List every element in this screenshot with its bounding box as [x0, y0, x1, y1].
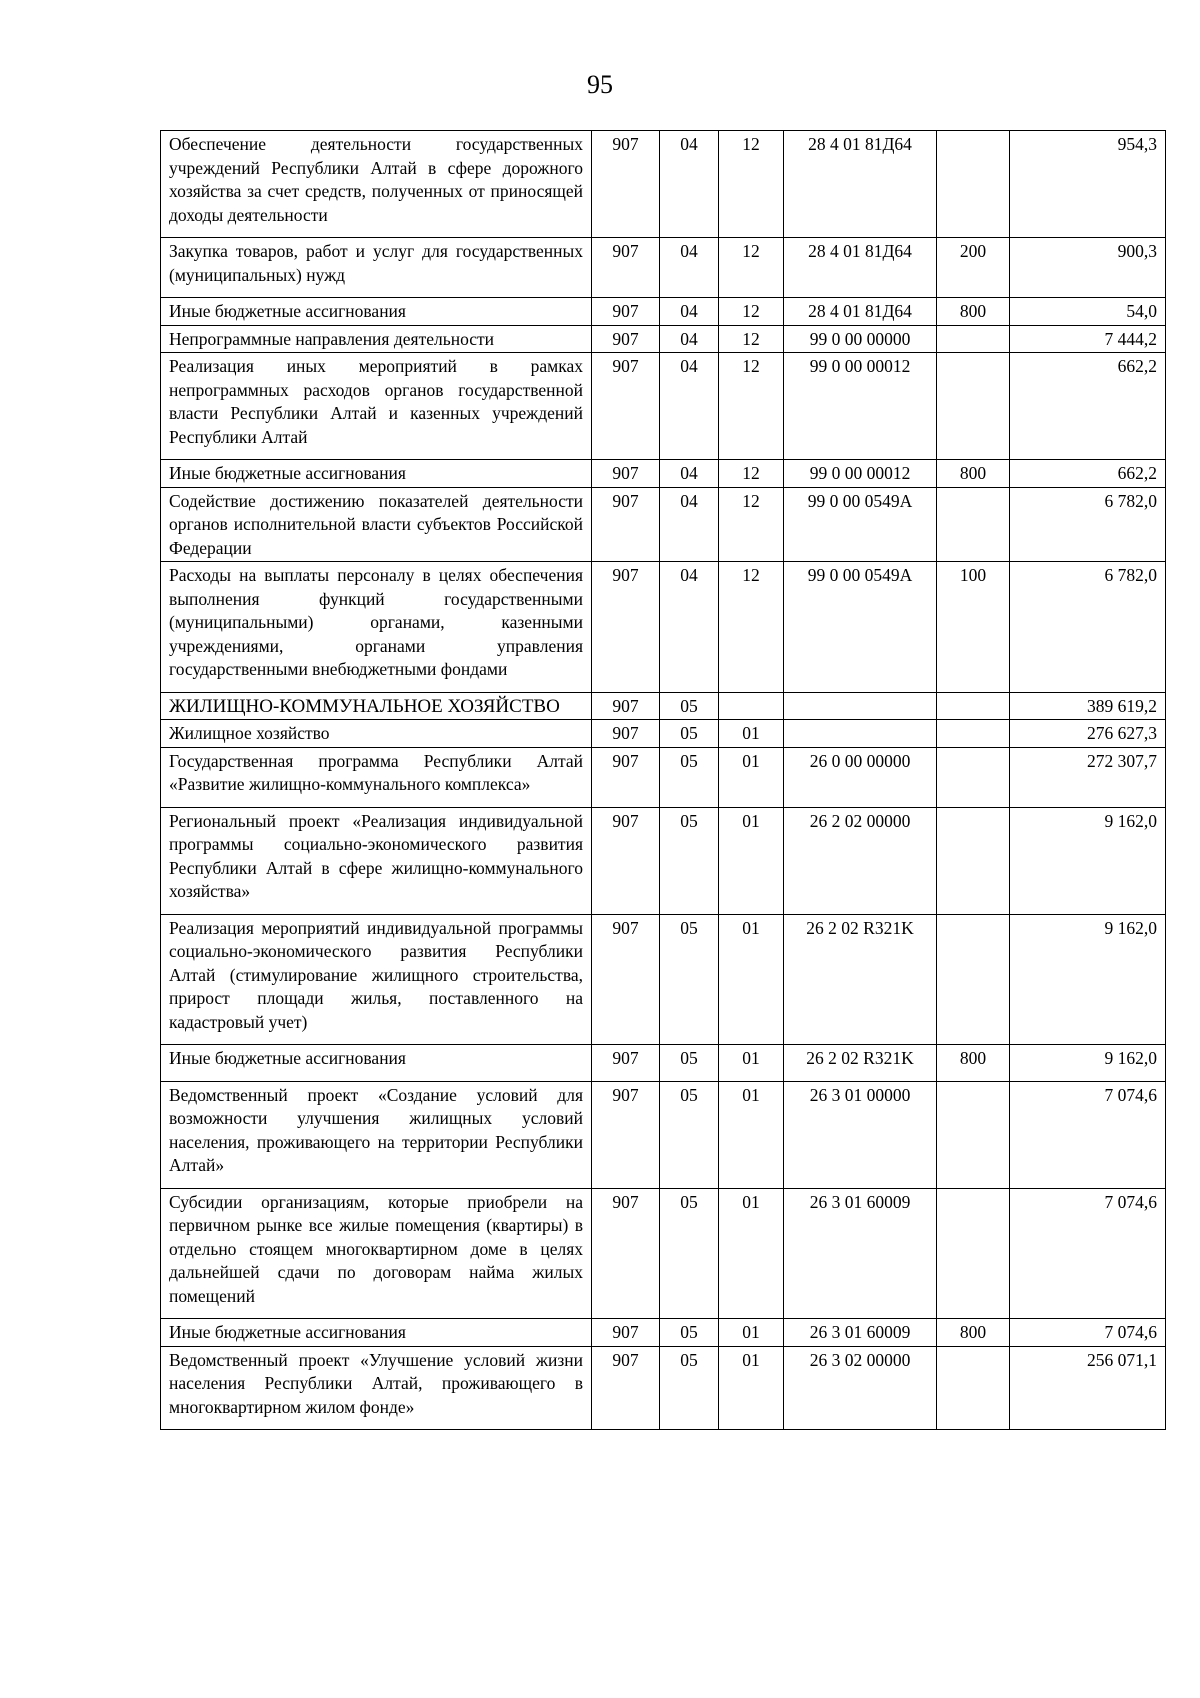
subsection-code: 12 — [719, 131, 784, 238]
expense-type-code — [937, 807, 1010, 914]
section-code: 05 — [660, 1081, 719, 1188]
target-article-code: 26 3 01 60009 — [784, 1188, 937, 1319]
table-row — [161, 1045, 1166, 1082]
section-code: 04 — [660, 238, 719, 298]
table-row — [161, 460, 1166, 488]
amount: 389 619,2 — [1010, 692, 1166, 720]
amount: 9 162,0 — [1010, 914, 1166, 1045]
section-code: 05 — [660, 914, 719, 1045]
table-row — [161, 1319, 1166, 1347]
subsection-code: 12 — [719, 487, 784, 562]
subsection-code: 01 — [719, 1081, 784, 1188]
grbs-code: 907 — [592, 1188, 660, 1319]
item-name: Ведомственный проект «Улучшение условий жизни населения Республики Алтай, проживающего в многоквартирном жилом фонде» — [161, 1346, 592, 1430]
page-number: 95 — [587, 70, 613, 99]
amount: 662,2 — [1010, 353, 1166, 460]
item-name: Жилищное хозяйство — [161, 720, 592, 748]
subsection-code: 12 — [719, 325, 784, 353]
subsection-code: 12 — [719, 353, 784, 460]
item-name: Иные бюджетные ассигнования — [161, 1319, 592, 1347]
target-article-code: 26 0 00 00000 — [784, 747, 937, 807]
amount: 662,2 — [1010, 460, 1166, 488]
amount: 272 307,7 — [1010, 747, 1166, 807]
table-row — [161, 353, 1166, 460]
expense-type-code — [937, 131, 1010, 238]
table-row — [161, 131, 1166, 238]
expense-type-code — [937, 325, 1010, 353]
grbs-code: 907 — [592, 720, 660, 748]
grbs-code: 907 — [592, 914, 660, 1045]
section-code: 05 — [660, 720, 719, 748]
table-row — [161, 747, 1166, 807]
target-article-code: 26 3 01 60009 — [784, 1319, 937, 1347]
item-name: Иные бюджетные ассигнования — [161, 298, 592, 326]
target-article-code: 28 4 01 81Д64 — [784, 238, 937, 298]
subsection-code: 01 — [719, 807, 784, 914]
table-row — [161, 720, 1166, 748]
target-article-code: 99 0 00 00012 — [784, 460, 937, 488]
subsection-code: 01 — [719, 1346, 784, 1430]
target-article-code: 28 4 01 81Д64 — [784, 298, 937, 326]
grbs-code: 907 — [592, 298, 660, 326]
section-code: 04 — [660, 298, 719, 326]
subsection-code: 12 — [719, 298, 784, 326]
item-name: ЖИЛИЩНО-КОММУНАЛЬНОЕ ХОЗЯЙСТВО — [161, 692, 592, 720]
grbs-code: 907 — [592, 238, 660, 298]
section-code: 05 — [660, 807, 719, 914]
grbs-code: 907 — [592, 807, 660, 914]
grbs-code: 907 — [592, 460, 660, 488]
grbs-code: 907 — [592, 562, 660, 693]
amount: 7 074,6 — [1010, 1319, 1166, 1347]
grbs-code: 907 — [592, 487, 660, 562]
target-article-code — [784, 692, 937, 720]
subsection-code: 01 — [719, 1319, 784, 1347]
section-code: 04 — [660, 460, 719, 488]
section-code: 05 — [660, 1045, 719, 1082]
item-name: Региональный проект «Реализация индивидуальной программы социально-экономического развития Республики Алтай в сфере жилищно-коммунального хозяйства» — [161, 807, 592, 914]
amount: 9 162,0 — [1010, 807, 1166, 914]
section-code: 05 — [660, 1346, 719, 1430]
amount: 954,3 — [1010, 131, 1166, 238]
target-article-code: 26 2 02 00000 — [784, 807, 937, 914]
amount: 900,3 — [1010, 238, 1166, 298]
grbs-code: 907 — [592, 131, 660, 238]
expense-type-code — [937, 487, 1010, 562]
grbs-code: 907 — [592, 692, 660, 720]
grbs-code: 907 — [592, 1045, 660, 1082]
section-code: 05 — [660, 692, 719, 720]
subsection-code: 01 — [719, 720, 784, 748]
table-row — [161, 1188, 1166, 1319]
budget-table-body — [161, 131, 1166, 1430]
table-row — [161, 1081, 1166, 1188]
item-name: Государственная программа Республики Алтай «Развитие жилищно-коммунального комплекса» — [161, 747, 592, 807]
section-code: 05 — [660, 747, 719, 807]
item-name: Реализация иных мероприятий в рамках непрограммных расходов органов государственной власти Республики Алтай и казенных учреждений Республики Алтай — [161, 353, 592, 460]
subsection-code — [719, 692, 784, 720]
expense-type-code — [937, 1081, 1010, 1188]
item-name: Обеспечение деятельности государственных учреждений Республики Алтай в сфере дорожного хозяйства за счет средств, полученных от приносящей доходы деятельности — [161, 131, 592, 238]
grbs-code: 907 — [592, 1346, 660, 1430]
section-code: 05 — [660, 1319, 719, 1347]
grbs-code: 907 — [592, 1319, 660, 1347]
amount: 256 071,1 — [1010, 1346, 1166, 1430]
section-code: 04 — [660, 487, 719, 562]
item-name: Иные бюджетные ассигнования — [161, 460, 592, 488]
item-name: Ведомственный проект «Создание условий для возможности улучшения жилищных условий населения, проживающего на территории Республики Алтай» — [161, 1081, 592, 1188]
table-row — [161, 1346, 1166, 1430]
expense-type-code: 800 — [937, 298, 1010, 326]
amount: 7 074,6 — [1010, 1188, 1166, 1319]
item-name: Расходы на выплаты персоналу в целях обеспечения выполнения функций государственными (муниципальными) органами, казенными учреждениями, органами управления государственными внебюджетными фондами — [161, 562, 592, 693]
table-row — [161, 487, 1166, 562]
grbs-code: 907 — [592, 1081, 660, 1188]
target-article-code: 26 2 02 R321K — [784, 1045, 937, 1082]
grbs-code: 907 — [592, 353, 660, 460]
expense-type-code: 100 — [937, 562, 1010, 693]
table-row — [161, 914, 1166, 1045]
amount: 6 782,0 — [1010, 487, 1166, 562]
table-row — [161, 807, 1166, 914]
amount: 276 627,3 — [1010, 720, 1166, 748]
subsection-code: 01 — [719, 1188, 784, 1319]
section-code: 05 — [660, 1188, 719, 1319]
amount: 6 782,0 — [1010, 562, 1166, 693]
target-article-code: 99 0 00 0549А — [784, 487, 937, 562]
subsection-code: 01 — [719, 914, 784, 1045]
subsection-code: 12 — [719, 562, 784, 693]
grbs-code: 907 — [592, 325, 660, 353]
subsection-code: 01 — [719, 747, 784, 807]
target-article-code: 26 3 01 00000 — [784, 1081, 937, 1188]
item-name: Иные бюджетные ассигнования — [161, 1045, 592, 1082]
target-article-code: 26 2 02 R321K — [784, 914, 937, 1045]
amount: 54,0 — [1010, 298, 1166, 326]
expense-type-code — [937, 353, 1010, 460]
table-row — [161, 238, 1166, 298]
expense-type-code — [937, 1346, 1010, 1430]
target-article-code: 99 0 00 00000 — [784, 325, 937, 353]
section-code: 04 — [660, 131, 719, 238]
item-name: Реализация мероприятий индивидуальной программы социально-экономического развития Республики Алтай (стимулирование жилищного строительства, прирост площади жилья, поставленного на кадастровый учет) — [161, 914, 592, 1045]
subsection-code: 01 — [719, 1045, 784, 1082]
target-article-code: 28 4 01 81Д64 — [784, 131, 937, 238]
target-article-code: 99 0 00 00012 — [784, 353, 937, 460]
item-name: Субсидии организациям, которые приобрели на первичном рынке все жилые помещения (квартиры) в отдельно стоящем многоквартирном доме в целях дальнейшей сдачи по договорам найма жилых помещений — [161, 1188, 592, 1319]
expense-type-code — [937, 914, 1010, 1045]
target-article-code — [784, 720, 937, 748]
amount: 7 074,6 — [1010, 1081, 1166, 1188]
expense-type-code: 200 — [937, 238, 1010, 298]
expense-type-code: 800 — [937, 460, 1010, 488]
table-row — [161, 325, 1166, 353]
expense-type-code — [937, 692, 1010, 720]
table-row — [161, 298, 1166, 326]
subsection-code: 12 — [719, 460, 784, 488]
amount: 7 444,2 — [1010, 325, 1166, 353]
target-article-code: 99 0 00 0549А — [784, 562, 937, 693]
expense-type-code — [937, 720, 1010, 748]
expense-type-code: 800 — [937, 1319, 1010, 1347]
expense-type-code — [937, 1188, 1010, 1319]
table-row — [161, 562, 1166, 693]
table-row — [161, 692, 1166, 720]
section-code: 04 — [660, 353, 719, 460]
item-name: Содействие достижению показателей деятельности органов исполнительной власти субъектов Российской Федерации — [161, 487, 592, 562]
section-code: 04 — [660, 562, 719, 693]
grbs-code: 907 — [592, 747, 660, 807]
target-article-code: 26 3 02 00000 — [784, 1346, 937, 1430]
subsection-code: 12 — [719, 238, 784, 298]
expense-type-code: 800 — [937, 1045, 1010, 1082]
item-name: Непрограммные направления деятельности — [161, 325, 592, 353]
item-name: Закупка товаров, работ и услуг для государственных (муниципальных) нужд — [161, 238, 592, 298]
budget-table — [160, 130, 1166, 1430]
section-code: 04 — [660, 325, 719, 353]
expense-type-code — [937, 747, 1010, 807]
amount: 9 162,0 — [1010, 1045, 1166, 1082]
